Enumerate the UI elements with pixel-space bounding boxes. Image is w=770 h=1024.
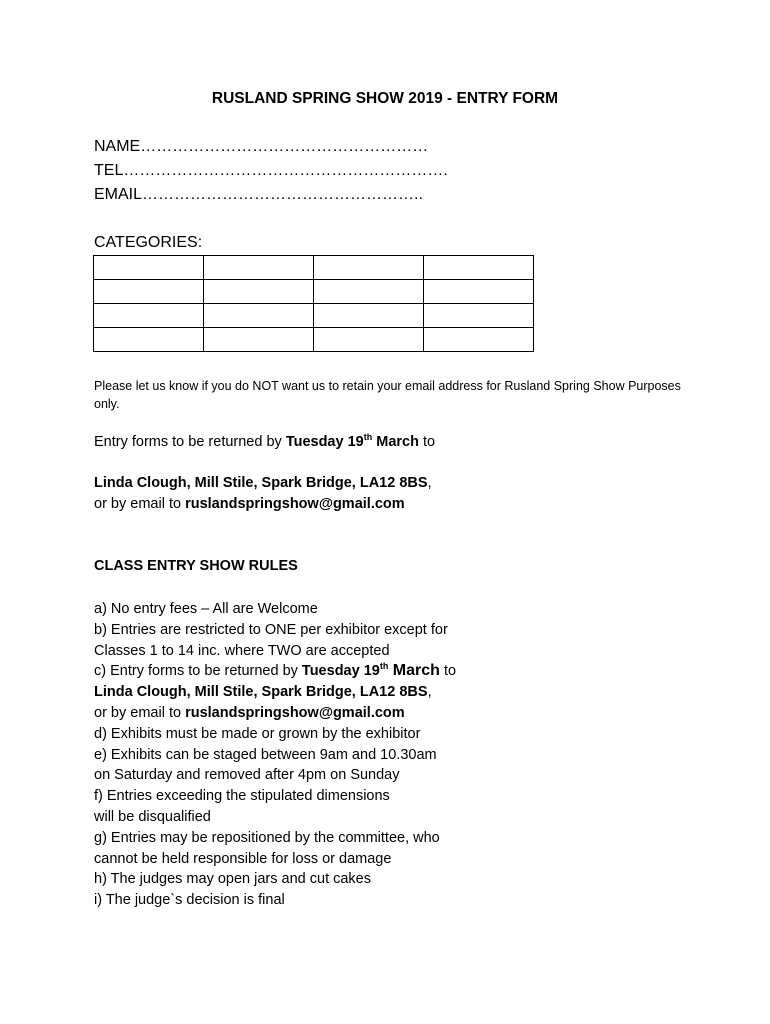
rule-e-line2: on Saturday and removed after 4pm on Sunday xyxy=(94,767,400,784)
rules-heading: CLASS ENTRY SHOW RULES xyxy=(94,558,298,574)
rule-f-line2: will be disqualified xyxy=(94,808,211,825)
rule-d: d) Exhibits must be made or grown by the exhibitor xyxy=(94,725,421,742)
return-prefix: Entry forms to be returned by xyxy=(94,434,286,450)
return-day-sup: th xyxy=(363,432,373,443)
rule-a: a) No entry fees – All are Welcome xyxy=(94,601,318,617)
table-cell[interactable] xyxy=(314,256,424,280)
table-cell[interactable] xyxy=(94,328,204,352)
table-cell[interactable] xyxy=(204,280,314,304)
rule-e-line1: e) Exhibits can be staged between 9am and 10.30am xyxy=(94,746,437,763)
table-cell[interactable] xyxy=(314,304,424,328)
table-cell[interactable] xyxy=(94,256,204,280)
rule-g-line1: g) Entries may be repositioned by the committee, who xyxy=(94,829,440,846)
address-text: Linda Clough, Mill Stile, Spark Bridge, LA12 8BS xyxy=(94,475,428,491)
table-cell[interactable] xyxy=(314,280,424,304)
table-cell[interactable] xyxy=(424,256,534,280)
rule-c-email xyxy=(94,703,456,724)
rule-c-day: Tuesday 19 xyxy=(301,663,380,680)
name-field[interactable]: NAME……………………………………………… xyxy=(94,138,429,155)
table-row xyxy=(94,280,534,304)
return-month: March xyxy=(372,434,419,450)
form-title: RUSLAND SPRING SHOW 2019 - ENTRY FORM xyxy=(211,90,559,107)
table-row xyxy=(94,328,534,352)
rule-c-sup: th xyxy=(379,661,389,672)
rule-c xyxy=(94,661,456,682)
table-cell[interactable] xyxy=(424,280,534,304)
email-field[interactable]: EMAIL…………………………………………….. xyxy=(94,186,423,203)
rule-c-email-link[interactable]: ruslandspringshow@gmail.com xyxy=(185,704,405,721)
table-cell[interactable] xyxy=(94,304,204,328)
categories-table xyxy=(93,255,534,352)
return-deadline xyxy=(94,434,435,450)
rules-list xyxy=(94,599,456,911)
rule-c-address xyxy=(94,682,456,703)
rule-f-line1: f) Entries exceeding the stipulated dimensions xyxy=(94,788,390,805)
rule-c-prefix: c) Entry forms to be returned by xyxy=(94,663,302,680)
rule-c-month: March xyxy=(388,662,440,680)
rule-i: i) The judge`s decision is final xyxy=(94,892,285,909)
return-email xyxy=(94,496,405,512)
table-cell[interactable] xyxy=(314,328,424,352)
email-prefix: or by email to xyxy=(94,496,186,512)
table-cell[interactable] xyxy=(204,256,314,280)
email-retention-note: Please let us know if you do NOT want us to retain your email address for Rusland Spring Show Purposes only. xyxy=(94,379,681,411)
table-cell[interactable] xyxy=(204,304,314,328)
table-row xyxy=(94,304,534,328)
rule-b-line2: Classes 1 to 14 inc. where TWO are accepted xyxy=(94,642,390,659)
email-address-link[interactable]: ruslandspringshow@gmail.com xyxy=(185,496,405,512)
rule-c-address-text: Linda Clough, Mill Stile, Spark Bridge, LA12 8BS xyxy=(94,684,428,701)
rule-c-address-suffix: , xyxy=(427,684,432,701)
rule-c-email-prefix: or by email to xyxy=(94,704,186,721)
table-cell[interactable] xyxy=(424,304,534,328)
table-cell[interactable] xyxy=(94,280,204,304)
rule-g-line2: cannot be held responsible for loss or damage xyxy=(94,850,392,867)
categories-label: CATEGORIES: xyxy=(94,234,203,251)
table-cell[interactable] xyxy=(204,328,314,352)
table-row xyxy=(94,256,534,280)
rule-h: h) The judges may open jars and cut cakes xyxy=(94,871,372,888)
tel-field[interactable]: TEL……………………………………………………. xyxy=(94,162,448,179)
return-day: Tuesday 19 xyxy=(285,434,364,450)
return-suffix: to xyxy=(418,434,436,450)
table-cell[interactable] xyxy=(424,328,534,352)
rule-c-suffix: to xyxy=(439,663,457,680)
address-suffix: , xyxy=(427,475,432,491)
return-address xyxy=(94,475,432,491)
rule-b-line1: b) Entries are restricted to ONE per exhibitor except for xyxy=(94,621,448,638)
